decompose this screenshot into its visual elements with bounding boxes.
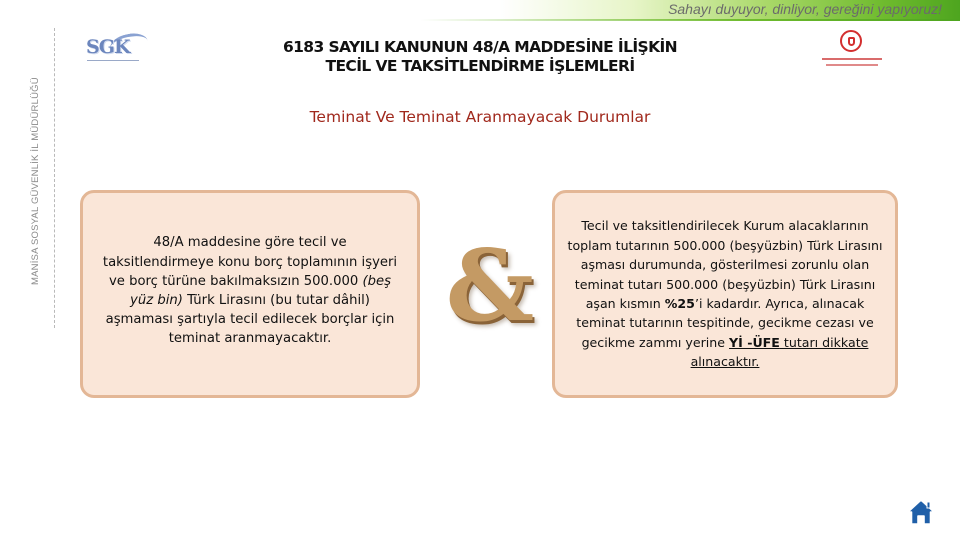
side-divider	[54, 28, 55, 328]
ampersand-graphic: &	[445, 229, 535, 344]
sgk-logo	[84, 34, 148, 70]
side-institution-label: MANİSA SOSYAL GÜVENLİK İL MÜDÜRLÜĞÜ	[30, 77, 41, 285]
ministry-emblem-icon	[840, 30, 862, 52]
bold-index-name: Yİ -ÜFE	[729, 334, 780, 350]
slogan: Sahayı duyuyor, dinliyor, gereğini yapıyoruz!	[668, 1, 942, 17]
slide-title-line-1: 6183 SAYILI KANUNUN 48/A MADDESİNE İLİŞKİN	[282, 38, 678, 56]
right-info-box	[552, 190, 898, 398]
sgk-logo-text: SGK	[86, 36, 130, 58]
left-info-box	[80, 190, 420, 398]
ministry-logo-text-line	[822, 58, 882, 60]
home-button[interactable]	[906, 498, 936, 526]
right-info-text: Tecil ve taksitlendirilecek Kurum alacaklarının toplam tutarının 500.000 (beşyüzbin) Türk Lirasını aşması durumunda, gösterilmesi zorunlu olan teminat tutarı 500.000 (beşyüzbin) Türk Lirasını aşan kısmın %25’i kadardır. Ayrıca, alınacak teminat tutarının tespitinde, gecikme cezası ve gecikme zammı yerine Yİ -ÜFE tutarı dikkate alınacaktır.	[567, 218, 883, 370]
home-icon	[906, 498, 936, 526]
bold-percentage: %25	[664, 296, 695, 311]
slide-title-line-2: TECİL VE TAKSİTLENDİRME İŞLEMLERİ	[325, 57, 635, 75]
emphasis-text: (beş yüz bin)	[130, 273, 391, 308]
ministry-logo-text-line	[826, 64, 878, 66]
slide-title	[150, 38, 810, 76]
left-info-text: 48/A maddesine göre tecil ve taksitlendirmeye konu borç toplamının işyeri ve borç türüne bakılmaksızın 500.000 (beş yüz bin) Türk Lirasını (bu tutar dâhil) aşmaması şartıyla tecil edilecek borçlar için teminat aranmayacaktır.	[102, 235, 398, 347]
page-number: 40	[874, 507, 886, 519]
ministry-logo	[818, 28, 886, 74]
sgk-logo-subline	[87, 60, 139, 65]
header-band-line	[420, 19, 960, 21]
slide-subtitle: Teminat Ve Teminat Aranmayacak Durumlar	[309, 108, 651, 126]
